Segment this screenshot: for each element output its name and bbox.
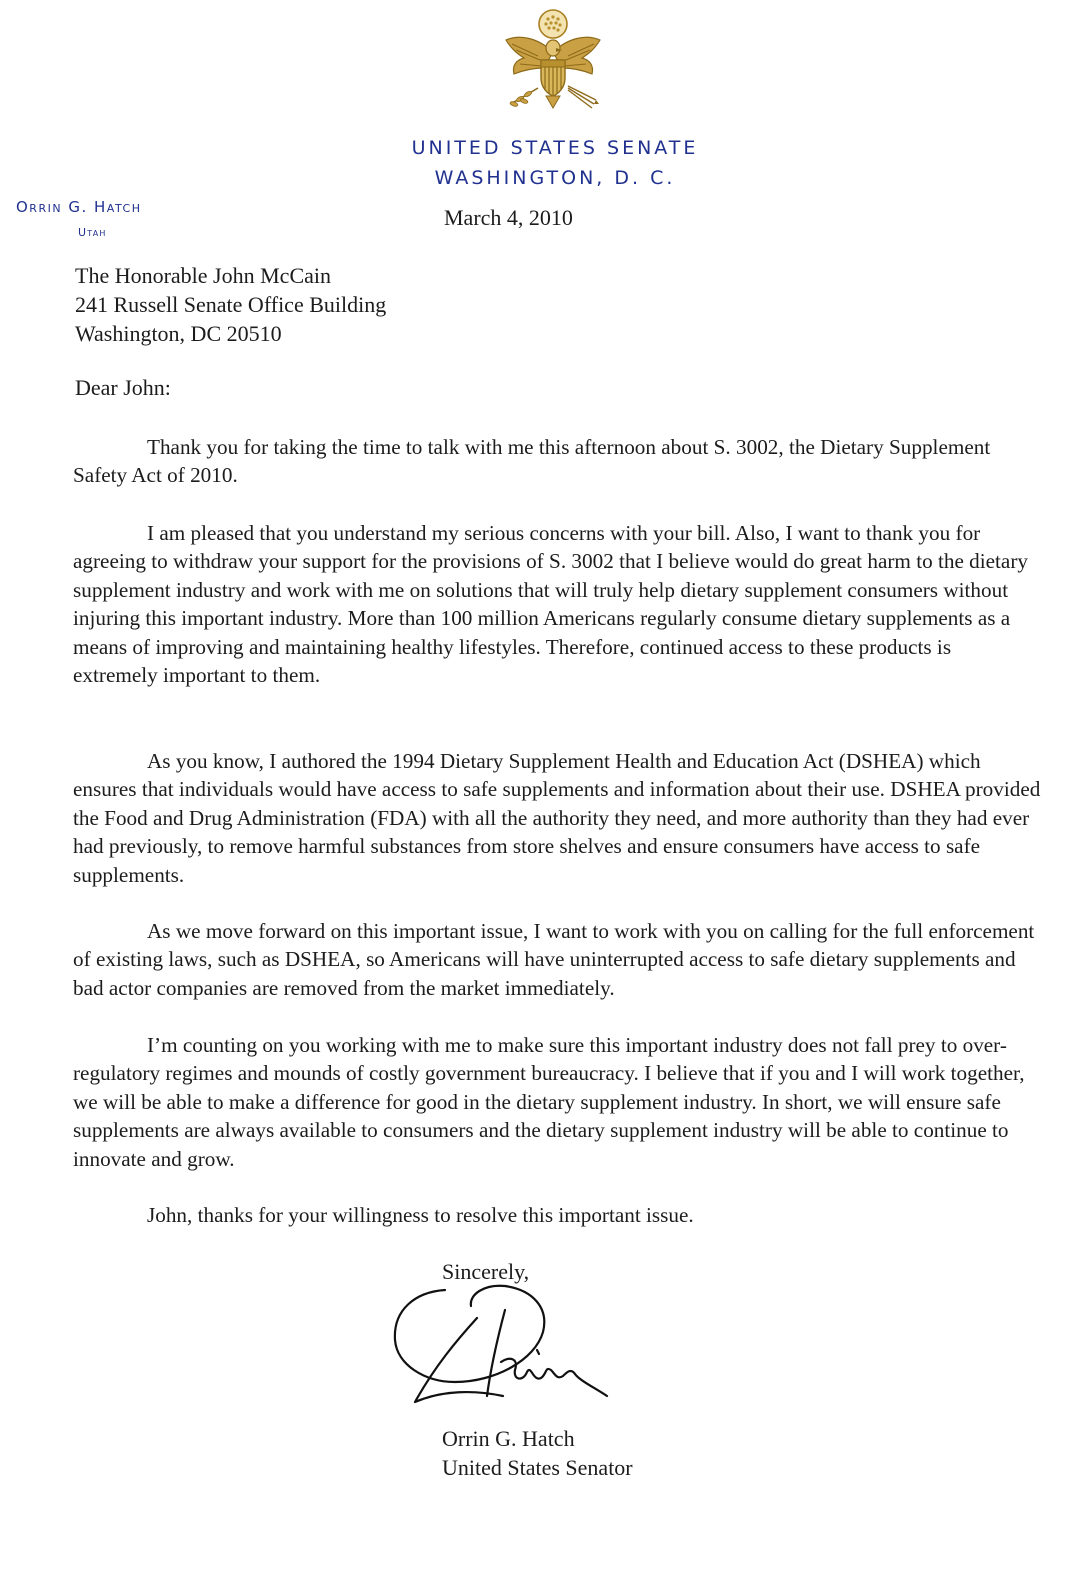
body-paragraph: Thank you for taking the time to talk with me this afternoon about S. 3002, the Dietary Supplement Safety Act of 2010. <box>73 435 991 488</box>
letter-date: March 4, 2010 <box>444 205 573 230</box>
body-paragraph: I’m counting on you working with me to make sure this important industry does not fall prey to over-regulatory regimes and mounds of costly government bureaucracy. I believe that if you and I will work together, we will be able to make a difference for good in the dietary supplement industry. In short, we will ensure safe supplements are always available to consumers and the dietary supplement industry will be able to continue to innovate and grow. <box>73 1033 1025 1171</box>
signature-name: Orrin G. Hatch <box>442 1426 575 1451</box>
recipient-line: The Honorable John McCain <box>75 263 331 288</box>
body-paragraph: As we move forward on this important issue, I want to work with you on calling for the full enforcement of existing laws, such as DSHEA, so Americans will have uninterrupted access to safe dietary supplements and bad actor companies are removed from the market immediately. <box>73 919 1035 1000</box>
salutation: Dear John: <box>75 375 171 400</box>
recipient-address <box>75 261 386 348</box>
closing: Sincerely, <box>442 1259 530 1284</box>
letterhead-location: WASHINGTON, D. C. <box>434 167 676 189</box>
letterhead-senator-state: Utah <box>78 226 107 239</box>
signature-title: United States Senator <box>442 1455 633 1480</box>
recipient-line: 241 Russell Senate Office Building <box>75 292 387 317</box>
body-paragraph: John, thanks for your willingness to resolve this important issue. <box>147 1203 694 1227</box>
letterhead-institution: UNITED STATES SENATE <box>411 137 699 159</box>
recipient-line: Washington, DC 20510 <box>75 321 282 346</box>
handwritten-signature <box>385 1270 625 1420</box>
body-paragraph: I am pleased that you understand my serious concerns with your bill. Also, I want to thank you for agreeing to withdraw your support for the provisions of S. 3002 that I believe would do great harm to the dietary supplement industry and work with me on solutions that will truly help dietary supplement consumers without injuring this important industry. More than 100 million Americans regularly consume dietary supplements as a means of improving and maintaining healthy lifestyles. Therefore, continued access to these products is extremely important to them. <box>73 521 1028 688</box>
body-paragraph: As you know, I authored the 1994 Dietary Supplement Health and Education Act (DSHEA) which ensures that individuals would have access to safe supplements and information about their use. DSHEA provided the Food and Drug Administration (FDA) with all the authority they need, and more authority than they had ever had previously, to remove harmful substances from store shelves and ensure consumers have access to safe supplements. <box>73 749 1041 887</box>
senate-seal-eagle-icon <box>498 4 608 116</box>
letterhead-senator-name: Orrin G. Hatch <box>16 198 142 216</box>
